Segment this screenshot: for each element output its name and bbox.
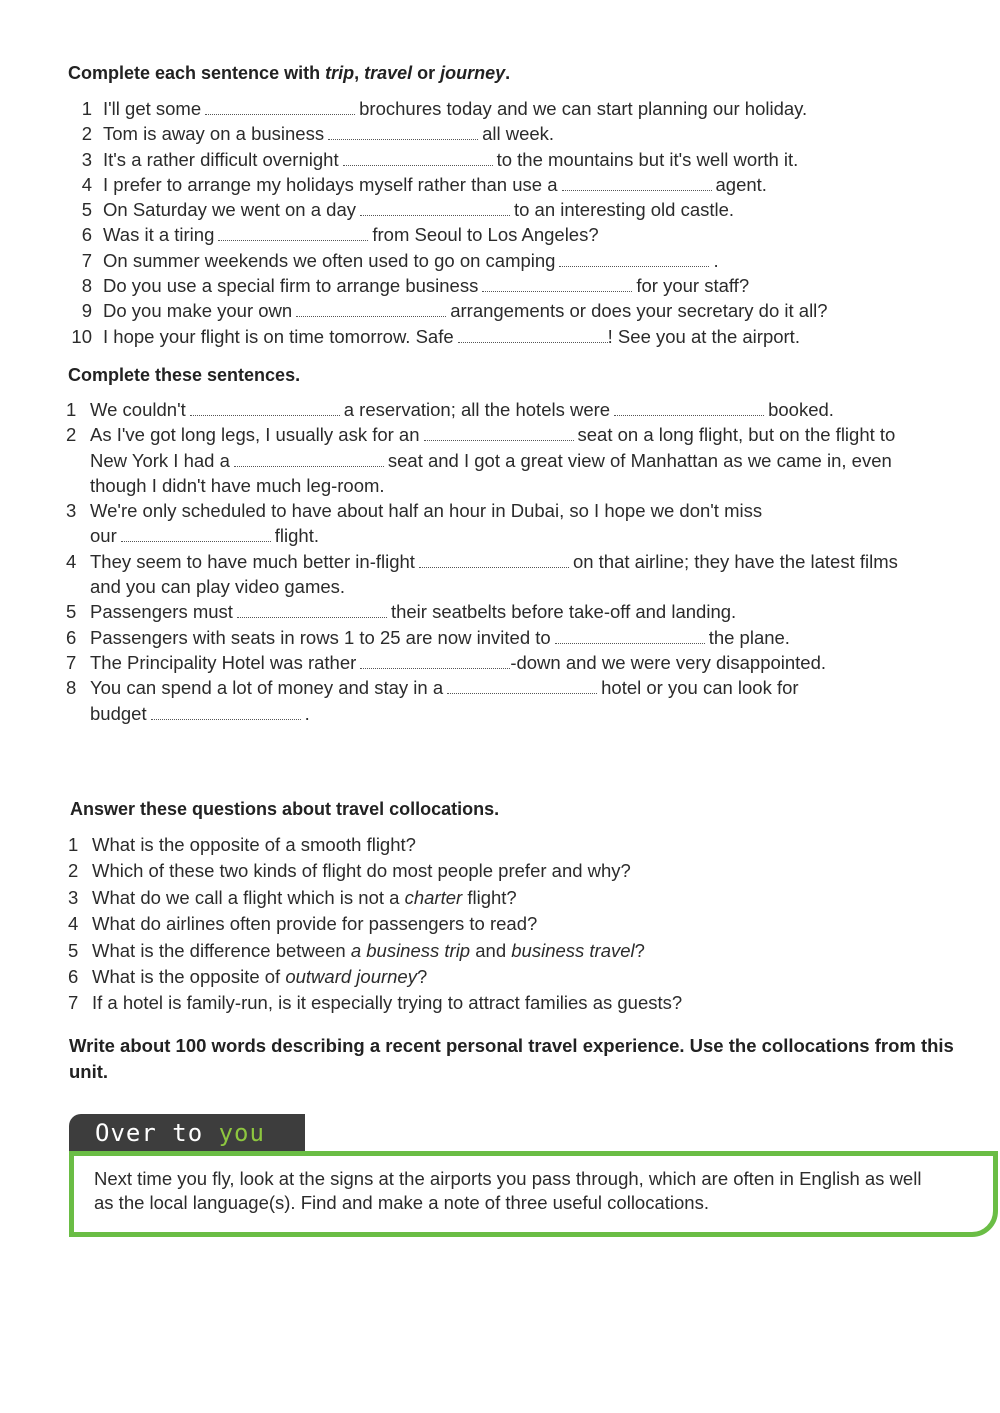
item-number: 8 — [66, 677, 77, 699]
answer-blank[interactable] — [360, 656, 510, 669]
item-number: 3 — [68, 886, 79, 908]
item-number: 3 — [66, 500, 77, 522]
question-text: and — [470, 939, 512, 961]
over-to-you-title-accent: you — [218, 1119, 265, 1147]
question-text: What is the opposite of a smooth flight? — [92, 834, 416, 855]
list-item — [66, 147, 966, 172]
question-text: What do we call a flight which is not a — [92, 886, 405, 908]
item-number: 1 — [66, 399, 77, 420]
item-number: 8 — [81, 275, 92, 297]
item-number: 4 — [81, 173, 92, 195]
list-item — [66, 197, 966, 222]
question-emphasis: charter — [404, 886, 463, 908]
item-text: On summer weekends we often used to go on camping — [103, 249, 556, 271]
item-text: to an interesting old castle. — [513, 199, 735, 221]
list-item — [66, 498, 966, 549]
heading-word-trip: trip — [325, 63, 355, 83]
item-text: Was it a tiring — [103, 224, 215, 246]
list-item — [66, 675, 966, 726]
item-text: We couldn't — [90, 399, 186, 420]
list-item — [66, 121, 966, 146]
exercise2-heading: Complete these sentences. — [68, 365, 301, 385]
list-item — [68, 990, 968, 1016]
heading-period: . — [505, 63, 511, 83]
item-text: New York I had a — [90, 449, 230, 471]
item-number: 3 — [81, 148, 92, 170]
answer-blank[interactable] — [190, 403, 340, 416]
list-item — [66, 248, 966, 273]
over-to-you-text: Next time you fly, look at the signs at the airports you pass through, which are often in English as well as the local language(s). Find and make a note of three useful collocations. — [94, 1168, 922, 1213]
item-number: 10 — [71, 325, 92, 347]
list-item — [68, 938, 968, 964]
item-text: agent. — [715, 173, 767, 195]
item-text: It's a rather difficult overnight — [103, 148, 339, 170]
heading-word-travel: travel — [364, 63, 413, 83]
list-item — [68, 885, 968, 911]
item-text: Passengers must — [90, 601, 233, 623]
exercise3-heading: Answer these questions about travel collocations. — [70, 799, 500, 819]
item-text: arrangements or does your secretary do it all? — [450, 300, 828, 322]
item-text: . — [713, 249, 719, 271]
answer-blank[interactable] — [343, 153, 493, 166]
answer-blank[interactable] — [205, 102, 355, 115]
list-item — [66, 422, 966, 498]
item-text: I'll get some — [103, 98, 202, 119]
list-item — [66, 172, 966, 197]
answer-blank[interactable] — [237, 605, 387, 618]
exercise2-list — [66, 397, 966, 726]
answer-blank[interactable] — [555, 631, 705, 644]
item-text: the plane. — [708, 626, 790, 648]
list-item — [66, 599, 966, 624]
answer-blank[interactable] — [562, 178, 712, 191]
question-text: ? — [416, 966, 428, 988]
heading-separator: , — [354, 63, 365, 83]
answer-blank[interactable] — [447, 681, 597, 694]
question-emphasis: a business trip — [350, 939, 471, 961]
answer-blank[interactable] — [482, 279, 632, 292]
item-text: The Principality Hotel was rather — [90, 651, 357, 673]
exercise1-heading — [68, 63, 510, 84]
question-text: If a hotel is family-run, is it especially trying to attract families as guests? — [92, 992, 683, 1014]
question-text: ? — [634, 939, 645, 961]
answer-blank[interactable] — [151, 707, 301, 720]
item-text: brochures today and we can start planning our holiday. — [359, 98, 808, 119]
item-number: 6 — [66, 626, 77, 648]
question-text: flight? — [462, 886, 517, 908]
answer-blank[interactable] — [328, 127, 478, 140]
list-item — [68, 832, 968, 858]
item-number: 5 — [68, 939, 79, 961]
item-text: and you can play video games. — [90, 576, 346, 598]
item-number: 6 — [81, 224, 92, 246]
item-text: to the mountains but it's well worth it. — [496, 148, 799, 170]
item-number: 7 — [68, 992, 79, 1014]
item-number: 6 — [68, 966, 79, 988]
item-text: for your staff? — [636, 275, 750, 297]
answer-blank[interactable] — [360, 203, 510, 216]
list-item — [68, 858, 968, 884]
writing-task: Write about 100 words describing a recent personal travel experience. Use the collocations from this unit. — [69, 1035, 954, 1082]
heading-word-journey: journey — [440, 63, 506, 83]
list-item — [66, 222, 966, 247]
item-number: 7 — [66, 651, 77, 673]
answer-blank[interactable] — [419, 555, 569, 568]
answer-blank[interactable] — [218, 228, 368, 241]
answer-blank[interactable] — [559, 254, 709, 267]
item-number: 5 — [81, 199, 92, 221]
item-text: ! See you at the airport. — [607, 325, 800, 347]
answer-blank[interactable] — [424, 428, 574, 441]
item-text: seat on a long flight, but on the flight to — [577, 424, 896, 446]
exercise3-list — [68, 832, 968, 1017]
item-text: Passengers with seats in rows 1 to 25 are now invited to — [90, 626, 551, 648]
item-text: flight. — [274, 525, 319, 547]
item-number: 2 — [68, 860, 79, 882]
item-number: 2 — [66, 424, 77, 446]
question-text: What is the difference between — [92, 939, 351, 961]
item-text: though I didn't have much leg-room. — [90, 474, 385, 496]
list-item — [66, 324, 966, 349]
item-number: 5 — [66, 601, 77, 623]
item-text: on that airline; they have the latest films — [572, 550, 898, 572]
list-item — [68, 964, 968, 990]
item-text: They seem to have much better in-flight — [90, 550, 415, 572]
question-text: Which of these two kinds of flight do most people prefer and why? — [92, 860, 631, 882]
list-item — [66, 625, 966, 650]
item-text: Do you make your own — [103, 300, 293, 322]
item-text: seat and I got a great view of Manhattan as we came in, even — [387, 449, 892, 471]
item-text: You can spend a lot of money and stay in a — [90, 677, 444, 699]
list-item — [66, 298, 966, 323]
heading-text: Complete each sentence with — [68, 63, 326, 83]
item-text: hotel or you can look for — [601, 677, 799, 699]
list-item — [66, 96, 966, 121]
item-number: 4 — [68, 913, 79, 935]
list-item — [66, 549, 966, 600]
question-text: What is the opposite of — [92, 966, 286, 988]
question-text: What do airlines often provide for passengers to read? — [92, 913, 538, 935]
answer-blank[interactable] — [458, 330, 608, 343]
question-emphasis: outward journey — [285, 966, 417, 988]
over-to-you-title: Over to — [95, 1119, 219, 1147]
item-text: I hope your flight is on time tomorrow. Safe — [103, 325, 454, 347]
item-text: budget — [90, 702, 147, 724]
over-to-you-tab — [69, 1114, 305, 1152]
list-item — [66, 273, 966, 298]
list-item — [66, 650, 966, 675]
item-text: their seatbelts before take-off and landing. — [390, 601, 737, 623]
item-text: booked. — [768, 399, 834, 420]
item-text: from Seoul to Los Angeles? — [372, 224, 599, 246]
item-text: Tom is away on a business — [103, 123, 325, 145]
item-number: 2 — [81, 123, 92, 145]
answer-blank[interactable] — [121, 529, 271, 542]
item-number: 1 — [68, 834, 79, 855]
item-text: . — [304, 702, 310, 724]
item-text: Do you use a special firm to arrange business — [103, 275, 479, 297]
question-emphasis: business travel — [511, 939, 635, 961]
answer-blank[interactable] — [296, 304, 446, 317]
item-number: 7 — [81, 249, 92, 271]
item-text: all week. — [482, 123, 555, 145]
list-item — [66, 397, 966, 422]
item-text: I prefer to arrange my holidays myself rather than use a — [103, 173, 558, 195]
item-text: As I've got long legs, I usually ask for an — [90, 424, 420, 446]
answer-blank[interactable] — [234, 454, 384, 467]
answer-blank[interactable] — [614, 403, 764, 416]
item-text: On Saturday we went on a day — [103, 199, 356, 221]
item-number: 1 — [81, 98, 92, 119]
item-number: 9 — [81, 300, 92, 322]
item-text: our — [90, 525, 117, 547]
list-item — [68, 911, 968, 937]
item-text: -down and we were very disappointed. — [510, 651, 827, 673]
heading-separator: or — [412, 63, 441, 83]
item-number: 4 — [66, 550, 77, 572]
item-text: We're only scheduled to have about half an hour in Dubai, so I hope we don't miss — [90, 500, 763, 522]
item-text: a reservation; all the hotels were — [343, 399, 611, 420]
exercise1-list — [66, 96, 966, 349]
